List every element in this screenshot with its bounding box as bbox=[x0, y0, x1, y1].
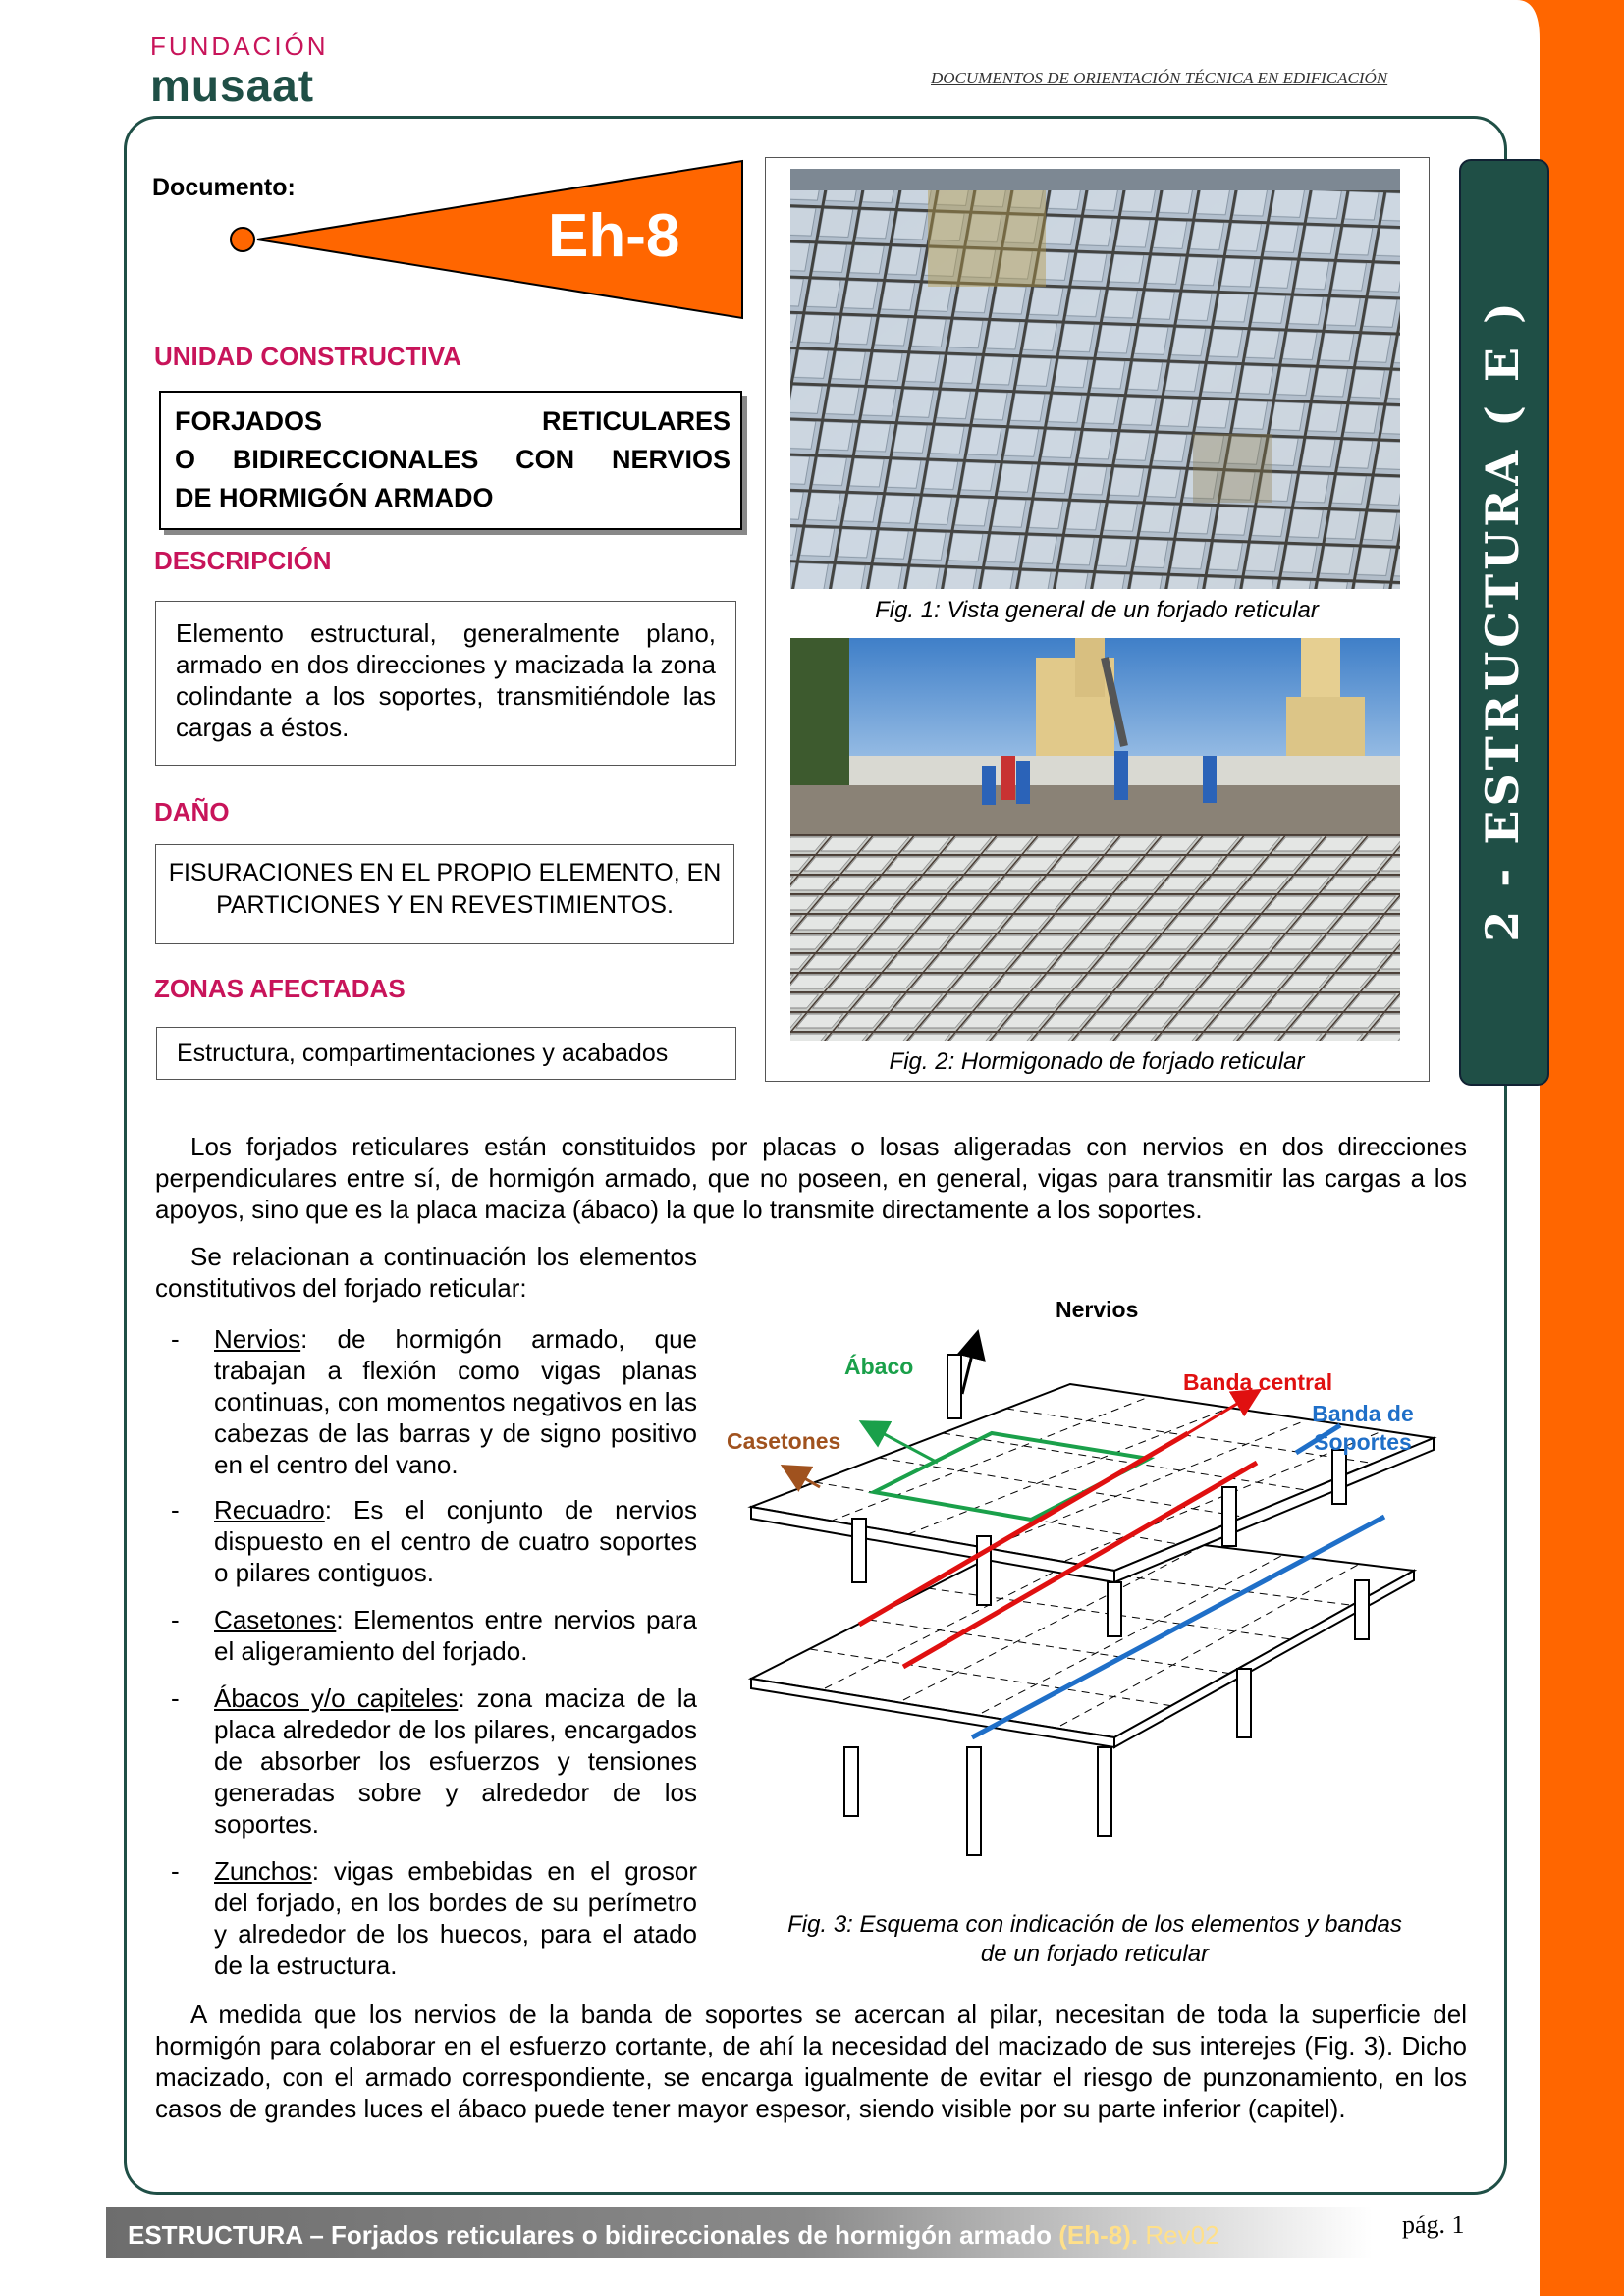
elements-intro-text: Se relacionan a continuación los elementos constitutivos del forjado reticular: bbox=[155, 1242, 697, 1303]
footer-title bbox=[128, 2220, 1219, 2251]
list-item-term: Recuadro bbox=[214, 1495, 325, 1524]
final-paragraph bbox=[155, 1999, 1467, 2124]
list-item bbox=[171, 1604, 697, 1667]
elements-intro-paragraph bbox=[155, 1241, 697, 1304]
figure-2-caption: Fig. 2: Hormigonado de forjado reticular bbox=[889, 1048, 1305, 1075]
list-item-term: Nervios bbox=[214, 1324, 301, 1354]
list-item-body: : zona maciza de la placa alrededor de los pilares, encargados de absorber los esfuerzos y tensiones generadas sobre y alrededor de los soportes. bbox=[214, 1683, 697, 1839]
dano-box bbox=[155, 844, 734, 944]
zonas-afectadas-text: Estructura, compartimentaciones y acabados bbox=[177, 1040, 669, 1067]
list-dash: - bbox=[171, 1495, 180, 1524]
series-title: DOCUMENTOS DE ORIENTACIÓN TÉCNICA EN EDIFICACIÓN bbox=[931, 69, 1388, 87]
document-label: Documento: bbox=[152, 174, 296, 201]
descripcion-text: Elemento estructural, generalmente plano, armado en dos direcciones y macizada la zona colindante a los soportes, transmitiéndole las cargas a éstos. bbox=[176, 618, 716, 742]
list-item-text bbox=[214, 1604, 697, 1667]
list-item-term: Ábacos y/o capiteles bbox=[214, 1683, 459, 1713]
concrete-pouring-photo bbox=[790, 638, 1400, 1041]
diagram-label-banda-soportes-1: Banda de bbox=[1312, 1401, 1414, 1426]
unidad-line: O BIDIRECCIONALES CON NERVIOS bbox=[175, 445, 731, 474]
list-item-text bbox=[214, 1323, 697, 1480]
dano-line: PARTICIONES Y EN REVESTIMIENTOS. bbox=[216, 891, 674, 919]
unidad-constructiva-box bbox=[159, 391, 742, 530]
list-item-text bbox=[214, 1855, 697, 1981]
list-dash: - bbox=[171, 1324, 180, 1354]
diagram-label-abaco: Ábaco bbox=[844, 1354, 914, 1379]
unidad-line: FORJADOS RETICULARES bbox=[175, 406, 731, 436]
footer-revision: Rev02 bbox=[1145, 2220, 1219, 2250]
waffle-slab-photo bbox=[790, 169, 1400, 589]
dano-title: DAÑO bbox=[154, 797, 230, 827]
logo-musaat: musaat bbox=[150, 60, 315, 111]
orange-side-band bbox=[1540, 0, 1624, 2296]
list-item bbox=[171, 1682, 697, 1840]
zonas-afectadas-box bbox=[156, 1027, 736, 1080]
chapter-side-tab-label-wrap bbox=[1459, 159, 1545, 1082]
document-code: Eh-8 bbox=[548, 202, 680, 270]
list-item-body: : de hormigón armado, que trabajan a flexión como vigas planas continuas, con momentos negativos en las cabezas de las barras y de signo positivo en el centro del vano. bbox=[214, 1324, 697, 1479]
final-text: A medida que los nervios de la banda de soportes se acercan al pilar, necesitan de toda la superficie del hormigón para colaborar en el esfuerzo cortante, de ahí la necesidad del macizado de sus interejes (Fig. 3). Dicho macizado, con el armado correspondiente, se encarga igualmente de evitar el riesgo de punzonamiento, en los casos de grandes luces el ábaco puede tener mayor espesor, siendo visible por su parte inferior (capitel). bbox=[155, 2000, 1467, 2123]
list-item-text bbox=[214, 1682, 697, 1840]
logo-foundation-text: FUNDACIÓN bbox=[150, 31, 329, 61]
list-item-term: Zunchos bbox=[214, 1856, 312, 1886]
intro-paragraph bbox=[155, 1131, 1467, 1225]
figure-3-caption-line: Fig. 3: Esquema con indicación de los elementos y bandas bbox=[787, 1911, 1402, 1938]
list-item bbox=[171, 1323, 697, 1480]
unidad-line: DE HORMIGÓN ARMADO bbox=[175, 483, 494, 512]
diagram-label-banda-central: Banda central bbox=[1183, 1369, 1333, 1395]
footer-title-text: ESTRUCTURA – Forjados reticulares o bidireccionales de hormigón armado bbox=[128, 2220, 1053, 2250]
list-item-term: Casetones bbox=[214, 1605, 337, 1634]
figure-1-caption: Fig. 1: Vista general de un forjado reticular bbox=[875, 597, 1319, 623]
descripcion-box bbox=[155, 601, 736, 766]
figure-3-caption-line: de un forjado reticular bbox=[980, 1941, 1210, 1967]
page-number: pág. 1 bbox=[1402, 2211, 1465, 2239]
diagram-label-banda-soportes-2: Soportes bbox=[1314, 1429, 1412, 1455]
diagram-label-nervios: Nervios bbox=[1056, 1297, 1139, 1322]
list-dash: - bbox=[171, 1856, 180, 1886]
footer-code: (Eh-8). bbox=[1058, 2220, 1139, 2250]
intro-text: Los forjados reticulares están constituidos por placas o losas aligeradas con nervios en dos direcciones perpendiculares entre sí, de hormigón armado, que no poseen, en general, vigas para transmitir las cargas a los apoyos, sino que es la placa maciza (ábaco) la que lo transmite directamente a los soportes. bbox=[155, 1132, 1467, 1224]
waffle-slab-diagram bbox=[727, 1276, 1492, 1865]
diagram-label-casetones: Casetones bbox=[727, 1428, 841, 1454]
orange-corner-curve bbox=[1478, 0, 1615, 98]
list-item bbox=[171, 1494, 697, 1588]
dano-line: FISURACIONES EN EL PROPIO ELEMENTO, EN bbox=[168, 859, 722, 886]
list-item-text bbox=[214, 1494, 697, 1588]
figure-3-caption bbox=[746, 1910, 1443, 1969]
list-item-body: : vigas embebidas en el grosor del forjado, en los bordes de su perímetro y alrededor de los huecos, para el atado de la estructura. bbox=[214, 1856, 697, 1980]
list-item-body: : Es el conjunto de nervios dispuesto en el centro de cuatro soportes o pilares contiguos. bbox=[214, 1495, 697, 1587]
list-dash: - bbox=[171, 1683, 180, 1713]
list-dash: - bbox=[171, 1605, 180, 1634]
zonas-afectadas-title: ZONAS AFECTADAS bbox=[154, 974, 406, 1003]
descripcion-title: DESCRIPCIÓN bbox=[154, 546, 332, 575]
unidad-constructiva-title: UNIDAD CONSTRUCTIVA bbox=[154, 342, 461, 371]
list-item-body: : Elementos entre nervios para el aligeramiento del forjado. bbox=[214, 1605, 697, 1666]
list-item bbox=[171, 1855, 697, 1981]
chapter-side-tab-label: 2 - ESTRUCTURA ( E ) bbox=[1476, 298, 1529, 942]
